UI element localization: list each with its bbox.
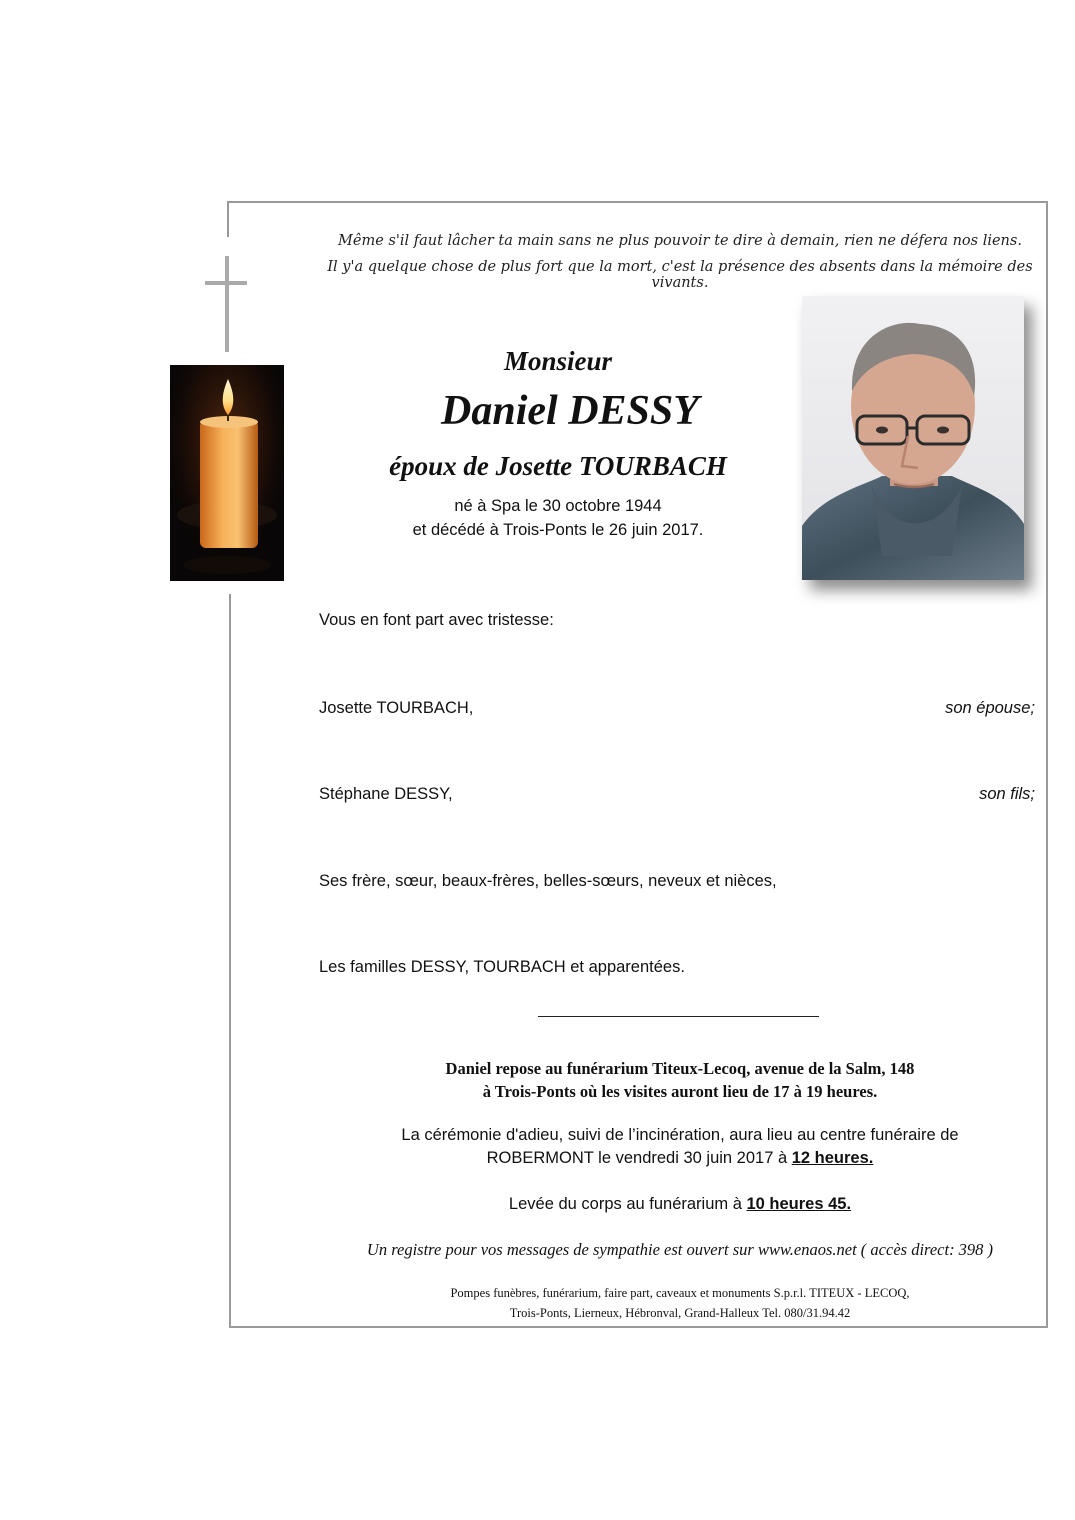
- announcement-intro: Vous en font part avec tristesse:: [319, 611, 554, 629]
- levee-time: 10 heures 45.: [746, 1195, 852, 1213]
- quote-line-1: Même s'il faut lâcher ta main sans ne plus pouvoir te dire à demain, rien ne défera nos liens.: [338, 233, 1022, 249]
- levee-line: [330, 1195, 1030, 1214]
- spouse-line: époux de Josette TOURBACH: [389, 451, 727, 481]
- frame-left-border-bottom: [229, 594, 231, 1328]
- mourner-relation: son épouse;: [945, 699, 1035, 717]
- mourner-name: Les familles DESSY, TOURBACH et apparentées.: [319, 958, 685, 976]
- levee-text: Levée du corps au funérarium à: [508, 1195, 747, 1213]
- separator-line: [538, 1016, 819, 1017]
- honorific: Monsieur: [503, 346, 613, 376]
- frame-bottom-border: [229, 1326, 1048, 1328]
- birth-line: né à Spa le 30 octobre 1944: [454, 497, 662, 515]
- frame-right-border: [1046, 201, 1048, 1328]
- portrait-icon: [802, 296, 1024, 580]
- ceremony-line-2-text: ROBERMONT le vendredi 30 juin 2017 à: [486, 1149, 792, 1167]
- rest-line-1: Daniel repose au funérarium Titeux-Lecoq, avenue de la Salm, 148: [445, 1059, 915, 1078]
- death-line: et décédé à Trois-Ponts le 26 juin 2017.: [412, 521, 704, 539]
- cross-vertical-bar: [225, 256, 229, 352]
- cross-horizontal-bar: [205, 281, 247, 285]
- mourner-name: Ses frère, sœur, beaux-frères, belles-sœurs, neveux et nièces,: [319, 872, 777, 890]
- footer-line-2: Trois-Ponts, Lierneux, Hébronval, Grand-Halleux Tel. 080/31.94.42: [509, 1306, 851, 1320]
- candle-icon: [170, 365, 284, 581]
- footer-line-1: Pompes funèbres, funérarium, faire part, caveaux et monuments S.p.r.l. TITEUX - LECOQ,: [450, 1286, 910, 1300]
- frame-top-border: [227, 201, 1048, 203]
- mourner-name: Josette TOURBACH,: [319, 699, 474, 717]
- quote-line-2: Il y'a quelque chose de plus fort que la mort, c'est la présence des absents dans la mémoire des vivants.: [327, 259, 1033, 291]
- rest-line-2: à Trois-Ponts où les visites auront lieu de 17 à 19 heures.: [482, 1082, 878, 1101]
- candle-image: [170, 365, 284, 581]
- portrait-photo: [802, 296, 1024, 580]
- ceremony-line-2: [330, 1149, 1030, 1168]
- deceased-name: Daniel DESSY: [441, 388, 699, 434]
- frame-left-border-top: [227, 201, 229, 237]
- mourner-relation: son fils;: [979, 785, 1035, 803]
- mourner-name: Stéphane DESSY,: [319, 785, 453, 803]
- ceremony-line-1: La cérémonie d'adieu, suivi de l’incinération, aura lieu au centre funéraire de: [401, 1126, 959, 1144]
- ceremony-time: 12 heures.: [791, 1149, 874, 1167]
- registry-line: Un registre pour vos messages de sympathie est ouvert sur www.enaos.net ( accès direct: 398 ): [366, 1240, 994, 1259]
